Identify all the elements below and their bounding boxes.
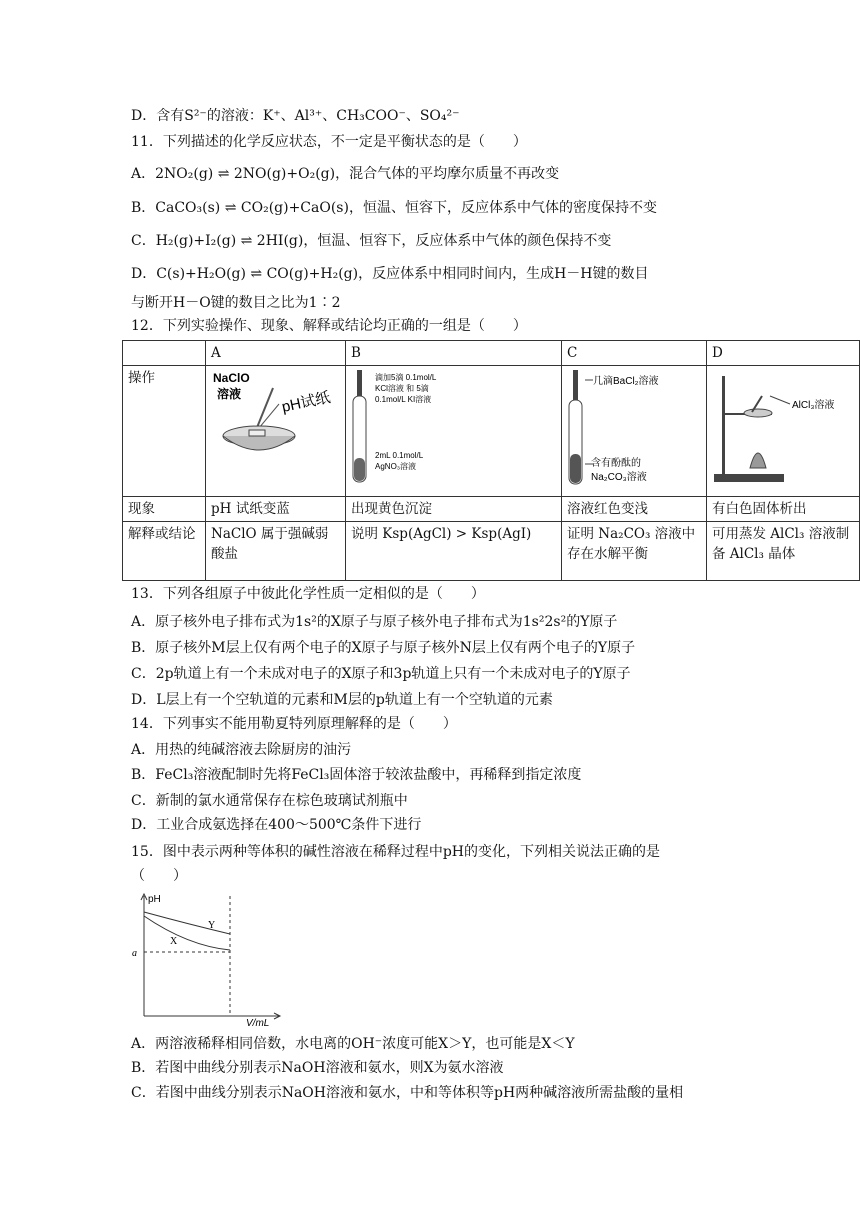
curve-x: [144, 916, 230, 950]
table-row-explanation: [123, 522, 860, 581]
svg-text:溶液: 溶液: [217, 387, 242, 401]
graph-level-label: a: [132, 948, 137, 959]
svg-text:几滴BaCl₂溶液: 几滴BaCl₂溶液: [593, 376, 659, 387]
row-label-explanation: 解释或结论: [123, 522, 206, 581]
figure-d-cell: [707, 366, 860, 497]
graph-y-label: pH: [148, 894, 161, 905]
curve-y-label: Y: [208, 920, 216, 931]
question-14-option-c: C．新制的氯水通常保存在棕色玻璃试剂瓶中: [131, 793, 408, 809]
svg-text:0.1mol/L KI溶液: 0.1mol/L KI溶液: [375, 395, 432, 404]
question-12-stem: 12．下列实验操作、现象、解释或结论均正确的一组是（ ）: [131, 318, 527, 334]
svg-text:AlCl₃溶液: AlCl₃溶液: [792, 400, 835, 411]
question-15-option-b: B．若图中曲线分别表示NaOH溶液和氨水，则X为氨水溶液: [131, 1060, 504, 1076]
question-12-table: [122, 340, 860, 581]
svg-text:AgNO₃溶液: AgNO₃溶液: [375, 462, 417, 471]
question-14-option-a: A．用热的纯碱溶液去除厨房的油污: [131, 742, 352, 758]
table-row-operation: [123, 366, 860, 497]
svg-text:Na₂CO₃溶液: Na₂CO₃溶液: [591, 472, 647, 483]
table-header-cell: A: [206, 341, 346, 366]
figure-c-cell: [562, 366, 707, 497]
table-cell: 证明 Na₂CO₃ 溶液中存在水解平衡: [562, 522, 707, 581]
table-row-phenomenon: [123, 497, 860, 522]
svg-text:KCl溶液 和 5滴: KCl溶液 和 5滴: [375, 384, 429, 393]
svg-text:滴加5滴 0.1mol/L: 滴加5滴 0.1mol/L: [375, 373, 437, 382]
figure-b-test-tube-icon: [351, 368, 557, 488]
table-header-cell: B: [346, 341, 562, 366]
table-cell: pH 试纸变蓝: [206, 497, 346, 522]
question-13-option-a: A．原子核外电子排布式为1s²的X原子与原子核外电子排布式为1s²2s²的Y原子: [131, 614, 618, 630]
row-label-operation: 操作: [123, 366, 206, 497]
figure-a-cell: [206, 366, 346, 497]
svg-text:2mL 0.1mol/L: 2mL 0.1mol/L: [375, 451, 424, 460]
question-11-option-d-cont: 与断开H－O键的数目之比为1∶2: [131, 295, 341, 311]
svg-text:NaClO: NaClO: [213, 371, 250, 385]
question-11-option-c: C．H₂(g)+I₂(g) ⇌ 2HI(g)，恒温、恒容下，反应体系中气体的颜色保持不变: [131, 233, 612, 249]
question-11-option-d: D．C(s)+H₂O(g) ⇌ CO(g)+H₂(g)，反应体系中相同时间内，生成H－H键的数目: [131, 266, 649, 282]
question-13-option-c: C．2p轨道上有一个未成对电子的X原子和3p轨道上只有一个未成对电子的Y原子: [131, 666, 631, 682]
curve-y: [144, 912, 230, 934]
row-label-phenomenon: 现象: [123, 497, 206, 522]
graph-x-label: V/mL: [246, 1018, 270, 1028]
figure-c-test-tube-icon: [567, 368, 702, 488]
table-cell: 有白色固体析出: [707, 497, 860, 522]
table-header-cell: [123, 341, 206, 366]
svg-text:pH试纸: pH试纸: [280, 389, 332, 416]
svg-text:含有酚酞的: 含有酚酞的: [591, 458, 641, 469]
table-header-cell: D: [707, 341, 860, 366]
question-14-stem: 14．下列事实不能用勒夏特列原理解释的是（ ）: [131, 716, 457, 732]
question-13-option-d: D．L层上有一个空轨道的元素和M层的p轨道上有一个空轨道的元素: [131, 692, 553, 708]
table-cell: 出现黄色沉淀: [346, 497, 562, 522]
table-header-cell: C: [562, 341, 707, 366]
figure-a-ph-paper-icon: [211, 368, 341, 488]
question-11-stem: 11．下列描述的化学反应状态，不一定是平衡状态的是（ ）: [131, 134, 527, 150]
question-15-ph-graph: [128, 888, 288, 1028]
table-cell: 溶液红色变浅: [562, 497, 707, 522]
question-10-option-d: D．含有S²⁻的溶液：K⁺、Al³⁺、CH₃COO⁻、SO₄²⁻: [131, 108, 460, 124]
table-header-row: [123, 341, 860, 366]
table-cell: NaClO 属于强碱弱酸盐: [206, 522, 346, 581]
question-14-option-b: B．FeCl₃溶液配制时先将FeCl₃固体溶于较浓盐酸中，再稀释到指定浓度: [131, 767, 582, 783]
question-11-option-a: A．2NO₂(g) ⇌ 2NO(g)+O₂(g)，混合气体的平均摩尔质量不再改变: [131, 166, 560, 182]
question-14-option-d: D．工业合成氨选择在400～500℃条件下进行: [131, 817, 422, 833]
figure-b-cell: [346, 366, 562, 497]
curve-x-label: X: [170, 936, 178, 947]
question-13-stem: 13．下列各组原子中彼此化学性质一定相似的是（ ）: [131, 586, 485, 602]
question-15-stem-cont: （ ）: [131, 868, 187, 884]
figure-d-evaporation-icon: [712, 368, 855, 488]
table-cell: 说明 Ksp(AgCl) > Ksp(AgI): [346, 522, 562, 581]
question-15-option-c: C．若图中曲线分别表示NaOH溶液和氨水，中和等体积等pH两种碱溶液所需盐酸的量相: [131, 1085, 684, 1101]
question-13-option-b: B．原子核外M层上仅有两个电子的X原子与原子核外N层上仅有两个电子的Y原子: [131, 640, 636, 656]
question-15-option-a: A．两溶液稀释相同倍数，水电离的OH⁻浓度可能X＞Y，也可能是X＜Y: [131, 1036, 575, 1052]
question-15-stem: 15．图中表示两种等体积的碱性溶液在稀释过程中pH的变化，下列相关说法正确的是: [131, 844, 660, 860]
table-cell: 可用蒸发 AlCl₃ 溶液制备 AlCl₃ 晶体: [707, 522, 860, 581]
question-11-option-b: B．CaCO₃(s) ⇌ CO₂(g)+CaO(s)，恒温、恒容下，反应体系中气体的密度保持不变: [131, 200, 657, 216]
